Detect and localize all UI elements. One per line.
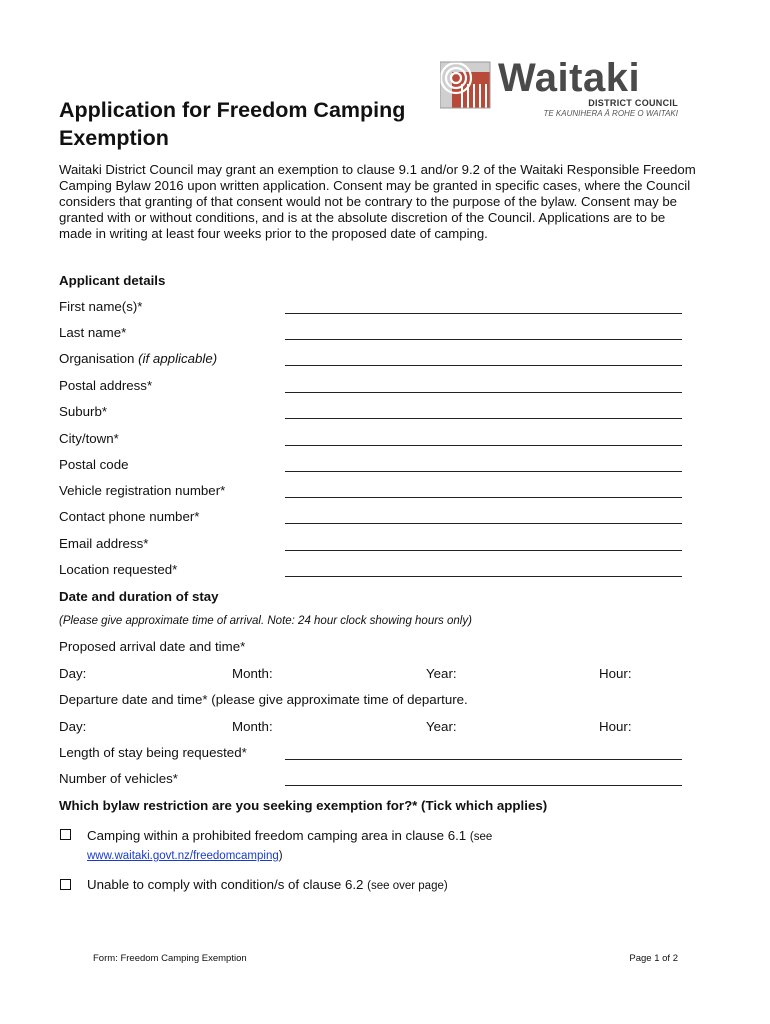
phone-label: Contact phone number* xyxy=(59,509,200,524)
postal-code-field[interactable] xyxy=(285,471,682,472)
applicant-details-heading: Applicant details xyxy=(59,273,166,288)
organisation-field[interactable] xyxy=(285,365,682,366)
vehicle-registration-label: Vehicle registration number* xyxy=(59,483,226,498)
waitaki-logo xyxy=(440,58,685,124)
last-name-label: Last name* xyxy=(59,325,127,340)
option-prohibited-area-label: Camping within a prohibited freedom camping area in clause 6.1 xyxy=(87,828,467,843)
logo-subtitle: DISTRICT COUNCIL xyxy=(588,98,678,108)
vehicles-field[interactable] xyxy=(285,785,682,786)
city-label: City/town* xyxy=(59,431,119,446)
intro-paragraph: Waitaki District Council may grant an exemption to clause 9.1 and/or 9.2 of the Waitaki Responsible Freedom Camping Bylaw 2016 upon written application. Consent may be granted in specific cases, where the Council considers that granting of that consent would not be contrary to the purpose of the bylaw. Consent may be granted with or without conditions, and is at the absolute discretion of the Council. Applications are to be made in writing at least four weeks prior to the proposed date of camping. xyxy=(59,162,696,241)
option-conditions-text xyxy=(87,876,448,895)
option-prohibited-area-checkbox[interactable] xyxy=(60,829,71,840)
organisation-label xyxy=(59,351,217,366)
location-field[interactable] xyxy=(285,576,682,577)
organisation-label-text: Organisation xyxy=(59,351,135,366)
departure-label: Departure date and time* (please give approximate time of departure. xyxy=(59,692,468,707)
option-conditions-note: (see over page) xyxy=(367,880,448,892)
page-title: Application for Freedom Camping Exemption xyxy=(59,98,406,150)
vehicles-label: Number of vehicles* xyxy=(59,771,178,786)
vehicle-registration-field[interactable] xyxy=(285,497,682,498)
first-name-label: First name(s)* xyxy=(59,299,143,314)
option-prohibited-area-text xyxy=(87,827,492,865)
logo-wordmark: Waitaki xyxy=(498,56,641,100)
arrival-hour-field[interactable]: Hour: xyxy=(599,666,632,681)
option-prohibited-area-see: (see xyxy=(469,831,493,843)
departure-year-field[interactable]: Year: xyxy=(426,719,457,734)
suburb-field[interactable] xyxy=(285,418,682,419)
phone-field[interactable] xyxy=(285,523,682,524)
arrival-month-field[interactable]: Month: xyxy=(232,666,273,681)
arrival-label: Proposed arrival date and time* xyxy=(59,639,246,654)
organisation-note: (if applicable) xyxy=(138,351,218,366)
location-label: Location requested* xyxy=(59,562,178,577)
length-of-stay-field[interactable] xyxy=(285,759,682,760)
footer-form-name: Form: Freedom Camping Exemption xyxy=(93,953,247,964)
suburb-label: Suburb* xyxy=(59,404,108,419)
arrival-year-field[interactable]: Year: xyxy=(426,666,457,681)
freedom-camping-link[interactable]: www.waitaki.govt.nz/freedomcamping xyxy=(87,850,279,862)
exemption-heading: Which bylaw restriction are you seeking exemption for?* (Tick which applies) xyxy=(59,798,548,813)
postal-code-label: Postal code xyxy=(59,457,129,472)
arrival-note: (Please give approximate time of arrival. Note: 24 hour clock showing hours only) xyxy=(59,615,472,627)
last-name-field[interactable] xyxy=(285,339,682,340)
arrival-day-field[interactable]: Day: xyxy=(59,666,87,681)
departure-month-field[interactable]: Month: xyxy=(232,719,273,734)
departure-day-field[interactable]: Day: xyxy=(59,719,87,734)
city-field[interactable] xyxy=(285,445,682,446)
logo-tagline: TE KAUNIHERA Ā ROHE O WAITAKI xyxy=(543,109,678,118)
option-conditions-label: Unable to comply with condition/s of clause 6.2 xyxy=(87,877,364,892)
length-of-stay-label: Length of stay being requested* xyxy=(59,745,247,760)
footer-page-number: Page 1 of 2 xyxy=(629,953,678,964)
departure-hour-field[interactable]: Hour: xyxy=(599,719,632,734)
first-name-field[interactable] xyxy=(285,313,682,314)
date-duration-heading: Date and duration of stay xyxy=(59,589,219,604)
email-label: Email address* xyxy=(59,536,149,551)
email-field[interactable] xyxy=(285,550,682,551)
link-close-paren: ) xyxy=(278,850,283,862)
option-conditions-checkbox[interactable] xyxy=(60,879,71,890)
postal-address-label: Postal address* xyxy=(59,378,153,393)
postal-address-field[interactable] xyxy=(285,392,682,393)
